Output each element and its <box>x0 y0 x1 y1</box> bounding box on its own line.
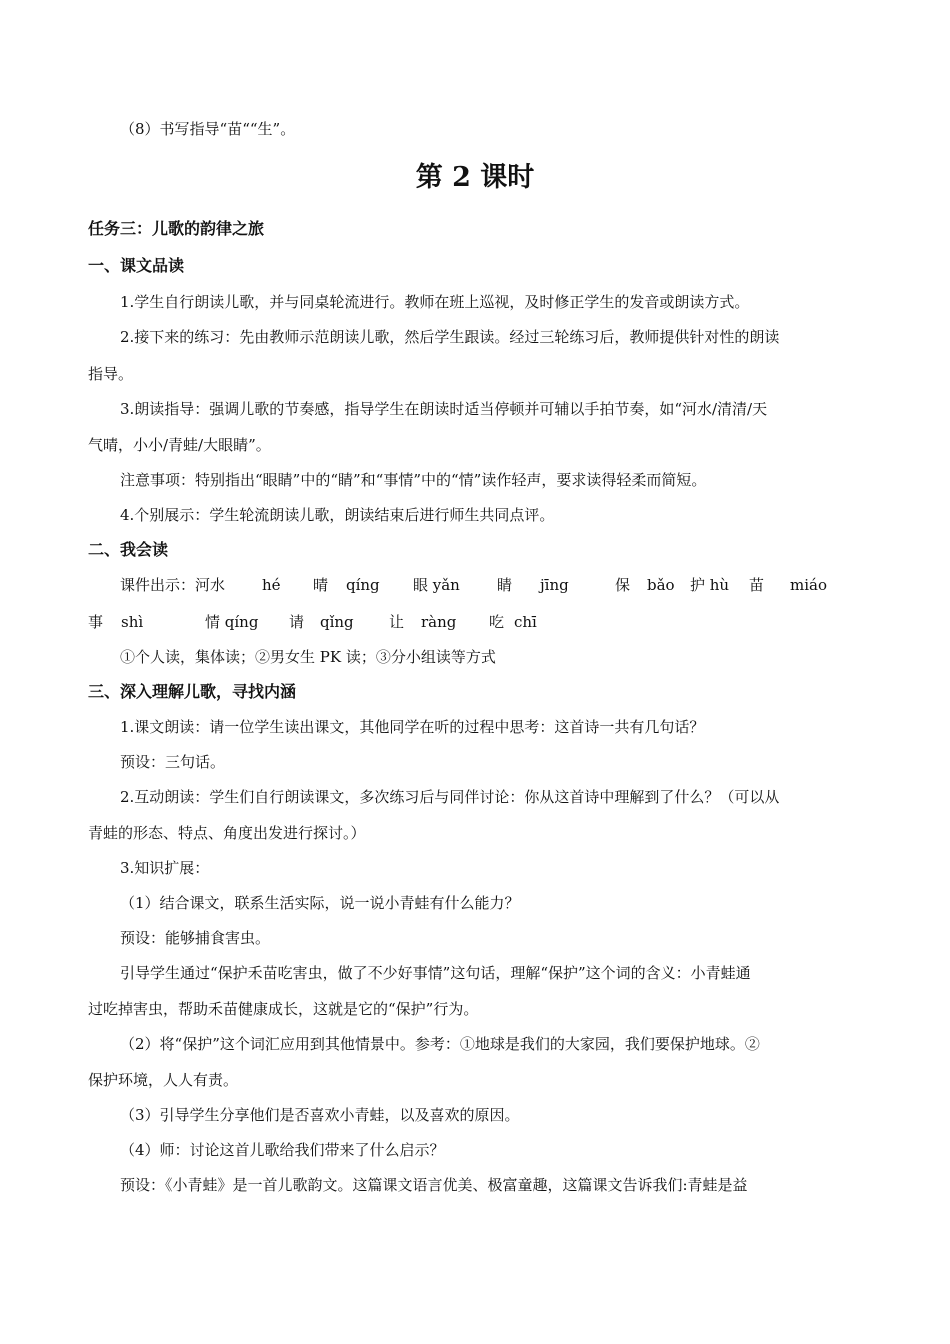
paragraph-continuation: 过吃掉害虫，帮助禾苗健康成长，这就是它的“保护”行为。 <box>88 1000 479 1018</box>
paragraph: 1.课文朗读：请一位学生读出课文，其他同学在听的过程中思考：这首诗一共有几句话？ <box>120 718 705 736</box>
pinyin-item: ràng <box>421 613 457 631</box>
paragraph: 3.朗读指导：强调儿歌的节奏感，指导学生在朗读时适当停顿并可辅以手拍节奏，如“河水/清清/天 <box>120 400 768 418</box>
preset-answer: 预设：《小青蛙》是一首儿歌韵文。这篇课文语言优美、极富童趣，这篇课文告诉我们:青蛙是益 <box>120 1176 748 1194</box>
pinyin-item: 事 <box>88 613 104 631</box>
paragraph: 1.学生自行朗读儿歌，并与同桌轮流进行。教师在班上巡视，及时修正学生的发音或朗读方式。 <box>120 293 750 311</box>
pinyin-item: 晴 <box>313 576 329 594</box>
pinyin-item: 请 <box>289 613 305 631</box>
pinyin-item: 保 <box>615 576 631 594</box>
pinyin-item: shì <box>121 613 144 631</box>
pinyin-item: hé <box>262 576 281 594</box>
pinyin-item: 眼 yǎn <box>413 576 460 594</box>
task-heading: 任务三：儿歌的韵律之旅 <box>88 219 265 238</box>
pinyin-item: 护 hù <box>690 576 730 594</box>
pinyin-item: 让 <box>389 613 405 631</box>
pinyin-item: miáo <box>790 576 827 594</box>
pinyin-item: qíng <box>346 576 380 594</box>
section-heading-2: 二、我会读 <box>88 540 169 559</box>
section-heading-3: 三、深入理解儿歌，寻找内涵 <box>88 682 297 701</box>
paragraph-continuation: 青蛙的形态、特点、角度出发进行探讨。） <box>88 824 366 842</box>
question-4: （4）师：讨论这首儿歌给我们带来了什么启示？ <box>120 1141 445 1159</box>
question-1: （1）结合课文，联系生活实际，说一说小青蛙有什么能力？ <box>120 894 520 912</box>
question-2: （2）将“保护”这个词汇应用到其他情景中。参考：①地球是我们的大家园，我们要保护地球。② <box>120 1035 760 1053</box>
note-paragraph: 注意事项：特别指出“眼睛”中的“睛”和“事情”中的“情”读作轻声，要求读得轻柔而简短。 <box>120 471 707 489</box>
paragraph: 引导学生通过“保护禾苗吃害虫，做了不少好事情”这句话，理解“保护”这个词的含义：小青蛙通 <box>120 964 751 982</box>
paragraph: 2.互动朗读：学生们自行朗读课文，多次练习后与同伴讨论：你从这首诗中理解到了什么？（可以从 <box>120 788 780 806</box>
pinyin-item: 吃 <box>489 613 505 631</box>
paragraph-continuation: 气晴，小小/青蛙/大眼睛”。 <box>88 436 271 454</box>
paragraph: 3.知识扩展： <box>120 859 210 877</box>
pinyin-item: 课件出示：河水 <box>120 576 226 594</box>
reading-methods: ①个人读，集体读；②男女生 PK 读；③分小组读等方式 <box>120 648 496 666</box>
preset-answer: 预设：能够捕食害虫。 <box>120 929 271 947</box>
question-3: （3）引导学生分享他们是否喜欢小青蛙，以及喜欢的原因。 <box>120 1106 520 1124</box>
pinyin-item: 情 qíng <box>205 613 259 631</box>
writing-guide-line: （8）书写指导“苗““生”。 <box>120 120 296 138</box>
pinyin-item: jīng <box>540 576 569 594</box>
paragraph-continuation: 保护环境，人人有责。 <box>88 1071 239 1089</box>
lesson-title: 第 2 课时 <box>415 162 535 193</box>
paragraph-continuation: 指导。 <box>88 365 134 383</box>
section-heading-1: 一、课文品读 <box>88 256 185 275</box>
preset-answer: 预设：三句话。 <box>120 753 226 771</box>
pinyin-item: qǐng <box>320 613 354 631</box>
pinyin-item: 睛 <box>497 576 513 594</box>
pinyin-item: bǎo <box>647 576 675 594</box>
paragraph: 4.个别展示：学生轮流朗读儿歌，朗读结束后进行师生共同点评。 <box>120 506 555 524</box>
pinyin-item: chī <box>514 613 537 631</box>
paragraph: 2.接下来的练习：先由教师示范朗读儿歌，然后学生跟读。经过三轮练习后，教师提供针对性的朗读 <box>120 328 780 346</box>
pinyin-item: 苗 <box>749 576 765 594</box>
